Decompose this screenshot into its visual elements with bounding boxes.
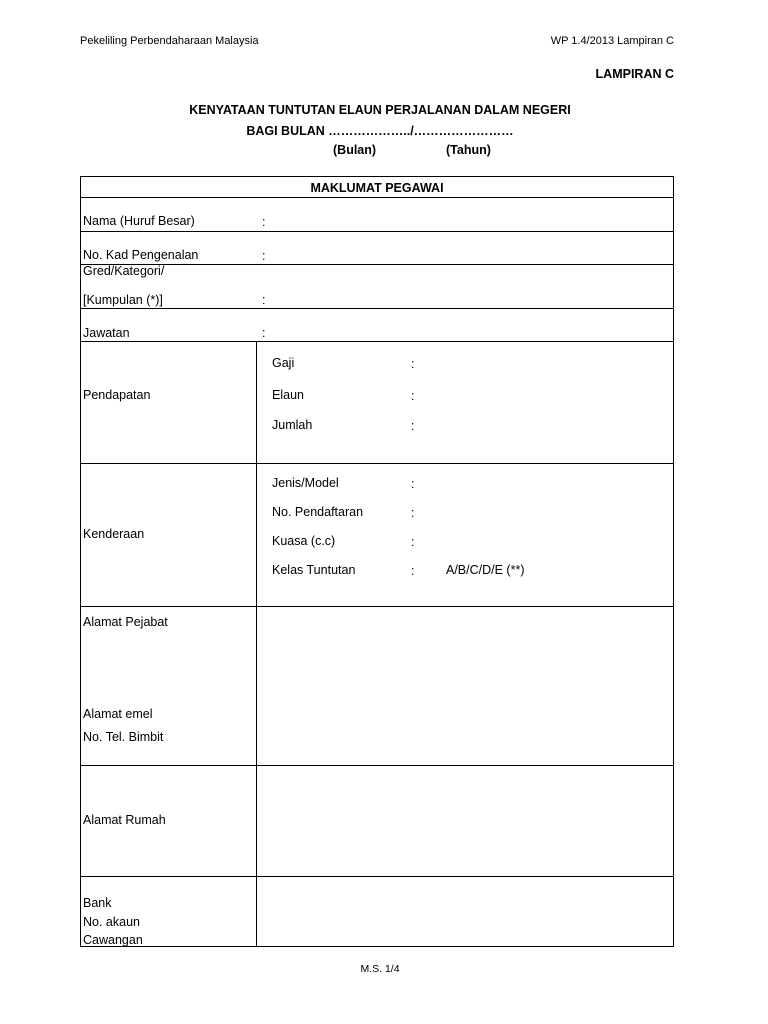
jawatan-label: Jawatan: [83, 326, 130, 340]
kad-label: No. Kad Pengenalan: [83, 248, 199, 262]
kelas-value: A/B/C/D/E (**): [446, 563, 525, 577]
document-title: KENYATAAN TUNTUTAN ELAUN PERJALANAN DALAM NEGERI: [189, 103, 571, 117]
alamat-pejabat-label: Alamat Pejabat: [83, 615, 168, 629]
section-title: MAKLUMAT PEGAWAI: [310, 181, 444, 195]
kenderaan-label: Kenderaan: [83, 527, 145, 541]
row-divider: [81, 463, 673, 464]
alamat-emel-label: Alamat emel: [83, 707, 153, 721]
colon: :: [411, 357, 415, 371]
kumpulan-label: [Kumpulan (*)]: [83, 293, 163, 307]
colon: :: [411, 506, 415, 520]
colon: :: [262, 293, 266, 307]
row-divider: [81, 264, 673, 265]
document-subtitle: BAGI BULAN ………………../……………………: [246, 124, 514, 138]
colon: :: [262, 215, 266, 229]
gred-label: Gred/Kategori/: [83, 264, 165, 278]
row-divider: [81, 308, 673, 309]
tahun-label: (Tahun): [446, 143, 491, 157]
tel-bimbit-label: No. Tel. Bimbit: [83, 730, 164, 744]
header-left: Pekeliling Perbendaharaan Malaysia: [80, 35, 259, 47]
kuasa-label: Kuasa (c.c): [272, 534, 336, 548]
jenis-label: Jenis/Model: [272, 476, 339, 490]
header-right: WP 1.4/2013 Lampiran C: [550, 35, 674, 47]
column-divider: [256, 341, 257, 946]
row-divider: [81, 876, 673, 877]
row-divider: [81, 231, 673, 232]
colon: :: [411, 419, 415, 433]
colon: :: [411, 389, 415, 403]
row-divider: [81, 197, 673, 198]
row-divider: [81, 341, 673, 342]
elaun-label: Elaun: [272, 388, 304, 402]
nama-label: Nama (Huruf Besar): [83, 214, 195, 228]
kelas-label: Kelas Tuntutan: [272, 563, 356, 577]
colon: :: [411, 564, 415, 578]
row-divider: [81, 765, 673, 766]
bulan-label: (Bulan): [333, 143, 377, 157]
akaun-label: No. akaun: [83, 915, 140, 929]
jumlah-label: Jumlah: [272, 418, 313, 432]
bank-label: Bank: [83, 896, 112, 910]
colon: :: [411, 535, 415, 549]
page-number: M.S. 1/4: [360, 963, 400, 975]
pendaftaran-label: No. Pendaftaran: [272, 505, 364, 519]
attachment-label: LAMPIRAN C: [595, 67, 674, 81]
cawangan-label: Cawangan: [83, 933, 143, 947]
alamat-rumah-label: Alamat Rumah: [83, 813, 166, 827]
row-divider: [81, 606, 673, 607]
colon: :: [262, 326, 266, 340]
colon: :: [411, 477, 415, 491]
colon: :: [262, 249, 266, 263]
pendapatan-label: Pendapatan: [83, 388, 151, 402]
gaji-label: Gaji: [272, 356, 295, 370]
officer-info-form: [80, 176, 674, 947]
